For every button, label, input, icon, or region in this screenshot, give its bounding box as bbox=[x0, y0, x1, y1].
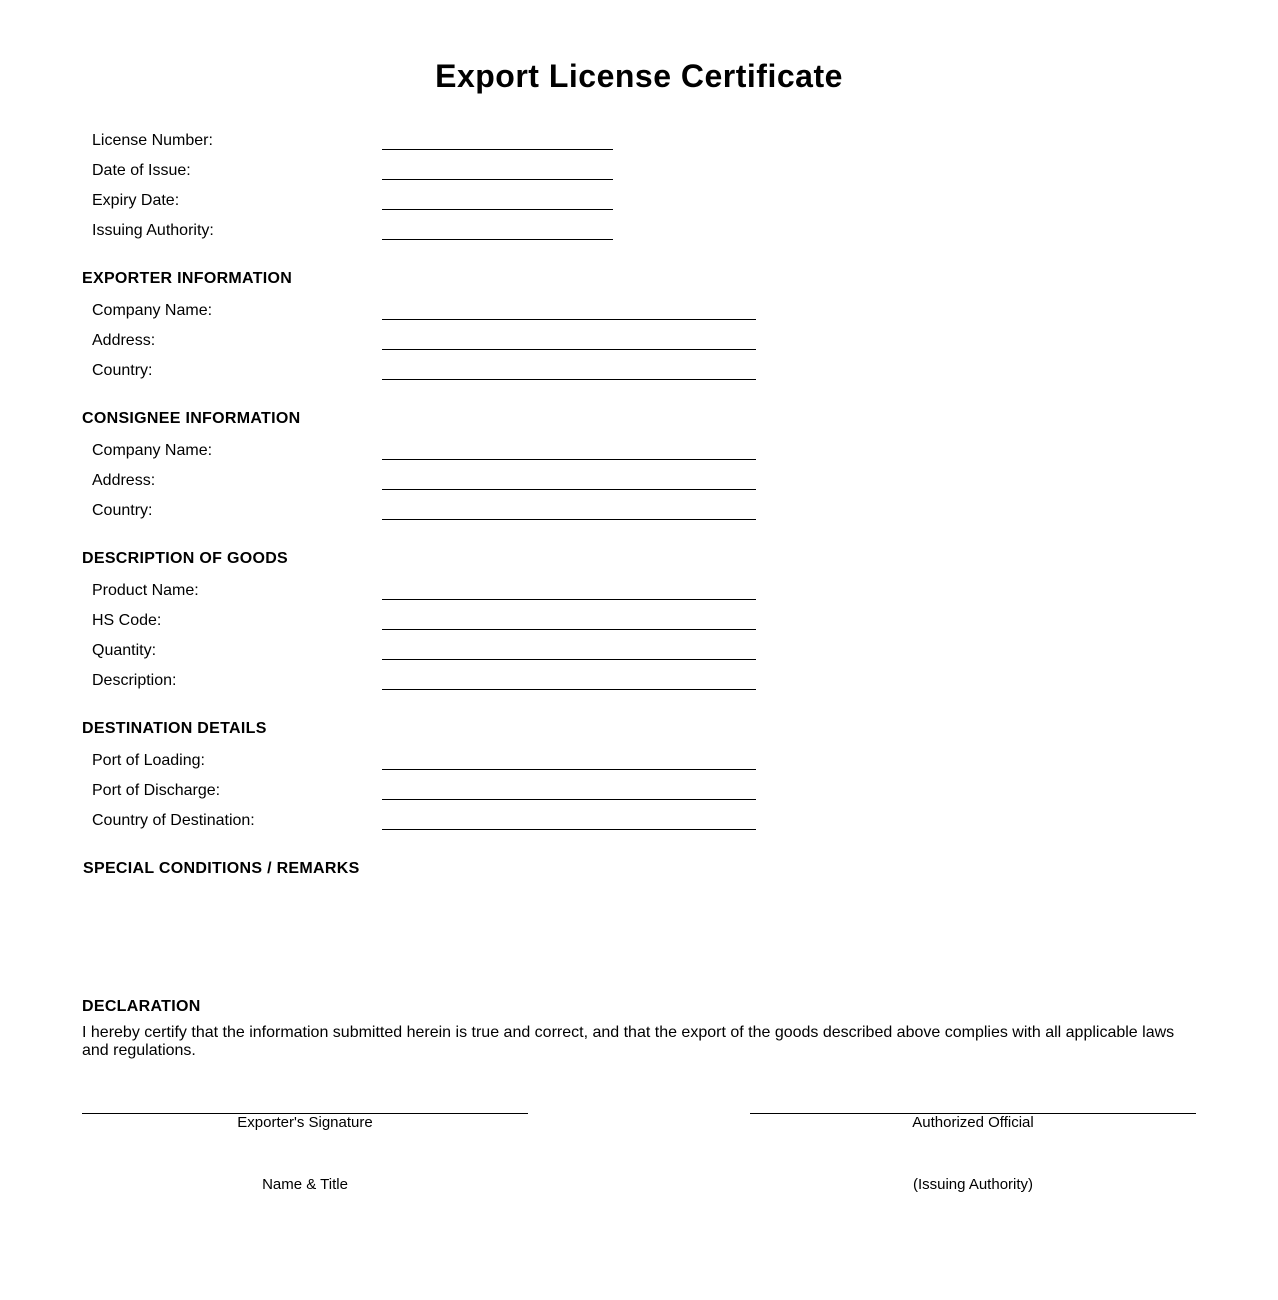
port-of-discharge-input[interactable] bbox=[382, 799, 756, 800]
expiry-date-input[interactable] bbox=[382, 209, 613, 210]
section-heading-destination: DESTINATION DETAILS bbox=[82, 720, 267, 737]
date-of-issue-input[interactable] bbox=[382, 179, 613, 180]
consignee-country-input[interactable] bbox=[382, 519, 756, 520]
exporter-country-input[interactable] bbox=[382, 379, 756, 380]
exporter-signature-label: Exporter's Signature bbox=[237, 1114, 373, 1131]
field-label: Address: bbox=[92, 332, 156, 349]
product-name-input[interactable] bbox=[382, 599, 756, 600]
field-label: Product Name: bbox=[92, 582, 199, 599]
exporter-address-input[interactable] bbox=[382, 349, 756, 350]
field-label: Country: bbox=[92, 362, 153, 379]
document-title: Export License Certificate bbox=[435, 58, 843, 94]
field-label: Port of Discharge: bbox=[92, 782, 221, 799]
field-label: Country of Destination: bbox=[92, 812, 255, 829]
issuing-authority-input[interactable] bbox=[382, 239, 613, 240]
field-label: Company Name: bbox=[92, 302, 213, 319]
section-heading-remarks: SPECIAL CONDITIONS / REMARKS bbox=[83, 860, 360, 877]
field-label: Description: bbox=[92, 672, 177, 689]
field-label: Port of Loading: bbox=[92, 752, 205, 769]
field-label: Expiry Date: bbox=[92, 192, 180, 209]
consignee-company-input[interactable] bbox=[382, 459, 756, 460]
section-heading-exporter: EXPORTER INFORMATION bbox=[82, 270, 293, 287]
country-of-destination-input[interactable] bbox=[382, 829, 756, 830]
hs-code-input[interactable] bbox=[382, 629, 756, 630]
section-heading-consignee: CONSIGNEE INFORMATION bbox=[82, 410, 301, 427]
field-label: Issuing Authority: bbox=[92, 222, 214, 239]
field-label: Company Name: bbox=[92, 442, 213, 459]
field-label: Country: bbox=[92, 502, 153, 519]
exporter-name-title-label: Name & Title bbox=[262, 1176, 348, 1193]
license-number-input[interactable] bbox=[382, 149, 613, 150]
official-signature-label: Authorized Official bbox=[912, 1114, 1034, 1131]
exporter-company-input[interactable] bbox=[382, 319, 756, 320]
field-label: License Number: bbox=[92, 132, 213, 149]
remarks-area[interactable] bbox=[82, 884, 1192, 984]
declaration-text: I hereby certify that the information submitted herein is true and correct, and that the export of the goods described above complies with all applicable laws and regulations. bbox=[82, 1024, 1175, 1059]
consignee-address-input[interactable] bbox=[382, 489, 756, 490]
port-of-loading-input[interactable] bbox=[382, 769, 756, 770]
section-heading-declaration: DECLARATION bbox=[82, 998, 201, 1015]
field-label: Date of Issue: bbox=[92, 162, 191, 179]
field-label: Address: bbox=[92, 472, 156, 489]
issuing-authority-label: (Issuing Authority) bbox=[912, 1176, 1034, 1193]
field-label: HS Code: bbox=[92, 612, 162, 629]
field-label: Quantity: bbox=[92, 642, 157, 659]
description-input[interactable] bbox=[382, 689, 756, 690]
quantity-input[interactable] bbox=[382, 659, 756, 660]
section-heading-goods: DESCRIPTION OF GOODS bbox=[82, 550, 289, 567]
